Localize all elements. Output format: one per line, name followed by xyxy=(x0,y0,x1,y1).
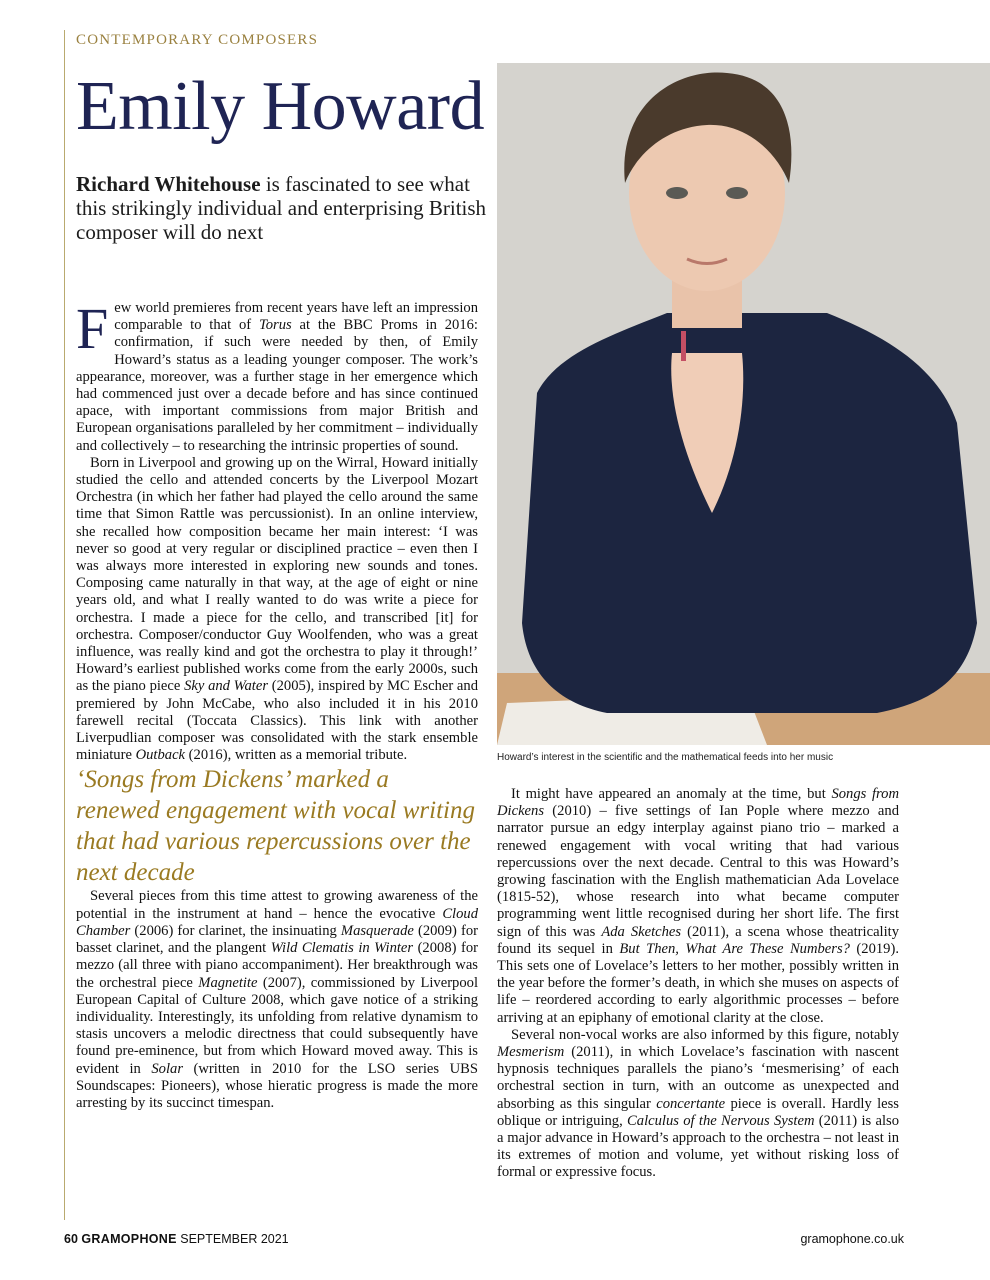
standfirst xyxy=(76,172,496,244)
portrait-illustration xyxy=(497,63,990,745)
section-label: CONTEMPORARY COMPOSERS xyxy=(76,32,319,48)
body-column-left xyxy=(76,296,479,1112)
body-paragraph: Born in Liverpool and growing up on the Wirral, Howard initially studied the cello and attended concerts by the Liverpool Mozart Orchestra (in which her father had played the cello around the same time that Simon Rattle was percussionist). In an online interview, she recalled how composition became her main interest: ‘I was never so good at very regular or disciplined practice – even then I was always more interested in exploring new sounds and tones. Composing came naturally in that way, at the age of eight or nine years old, and what I really wanted to do was write a piece for orchestra. I made a piece for the cello, and transcribed [it] for orchestra. Composer/conductor Guy Woolfenden, who was a great influence, was really kind and got the orchestra to play it through!’ Howard’s earliest published works come from the early 2000s, such as the piano piece Sky and Water (2005), inspired by MC Escher and premiered by John McCabe, who also included it in his 2010 farewell recital (Toccata Classics). This link with another Liverpudlian composer was consolidated with the stark ensemble miniature Outback (2016), written as a memorial tribute. xyxy=(76,454,479,764)
drop-cap: F xyxy=(76,296,109,361)
website-url: gramophone.co.uk xyxy=(800,1232,904,1246)
magazine-name: GRAMOPHONE xyxy=(81,1232,177,1246)
article-title: Emily Howard xyxy=(76,68,485,145)
issue-date: SEPTEMBER 2021 xyxy=(180,1232,289,1246)
body-paragraph: Few world premieres from recent years have left an impression comparable to that of Torus at the BBC Proms in 2016: confirmation, if such were needed by then, of Emily Howard’s status as a leading younger composer. The work’s appearance, moreover, was a further stage in her emergence which had commenced just over a decade before and has since continued apace, with important commissions from major British and European organisations paralleled by her commitment – individually and collectively – to researching the intrinsic properties of sound. xyxy=(76,296,478,454)
column-rule xyxy=(64,30,65,1220)
body-paragraph: Several non-vocal works are also informed by this figure, notably Mesmerism (2011), in which Lovelace’s fascination with nascent hypnosis techniques parallels the piano’s ‘mesmerising’ of each orchestral section in turn, with an outcome as unexpected and absorbing as this singular concertante piece is overall. Hardly less oblique or intriguing, Calculus of the Nervous System (2011) is also a major advance in Howard’s approach to the orchestra – not least in its extremes of motion and volume, yet without risking loss of formal or expressive focus. xyxy=(497,1026,899,1181)
pull-quote: ‘Songs from Dickens’ marked a renewed engagement with vocal writing that had various repercussions over the next decade xyxy=(76,766,475,887)
photo-caption: Howard’s interest in the scientific and the mathematical feeds into her music xyxy=(497,752,834,763)
composer-photo xyxy=(497,63,990,745)
body-paragraph: Several pieces from this time attest to growing awareness of the potential in the instrument at hand – hence the evocative Cloud Chamber (2006) for clarinet, the insinuating Masquerade (2009) for basset clarinet, and the plangent Wild Clematis in Winter (2008) for mezzo (all three with piano accompaniment). Her breakthrough was the orchestral piece Magnetite (2007), commissioned by Liverpool European Capital of Culture 2008, which gave notice of a striking individuality. Interestingly, its unfolding from relative dynamism to stasis uncovers a melodic directness that could subsequently have found pre-eminence, but from which Howard moved away. This is evident in Solar (written in 2010 for the LSO series UBS Soundscapes: Pioneers), whose hieratic progress is made the more arresting by its succinct timespan. xyxy=(76,888,479,1111)
author-name: Richard Whitehouse xyxy=(76,172,261,196)
body-paragraph: It might have appeared an anomaly at the time, but Songs from Dickens (2010) – five settings of Ian Pople where mezzo and narrator pursue an edgy interplay against piano trio – marked a renewed engagement with vocal writing that had various repercussions over the next decade. Central to this was Howard’s growing fascination with the English mathematician Ada Lovelace (1815-52), whose research into what became computer programming went little recognised during her short life. The first sign of this was Ada Sketches (2011), a scena whose theatricality found its sequel in But Then, What Are These Numbers? (2019). This sets one of Lovelace’s letters to her mother, possibly written in the year before the former’s death, in which she muses on aspects of life – reordered according to early algorithmic processes – before arriving at an epiphany of emotional clarity at the close. xyxy=(497,786,900,1026)
page-footer-left xyxy=(64,1232,289,1246)
page-number: 60 xyxy=(64,1232,78,1246)
body-column-right xyxy=(497,786,899,1182)
standfirst-text: is fascinated to see what this strikingly individual and enterprising British composer will do next xyxy=(76,172,487,244)
